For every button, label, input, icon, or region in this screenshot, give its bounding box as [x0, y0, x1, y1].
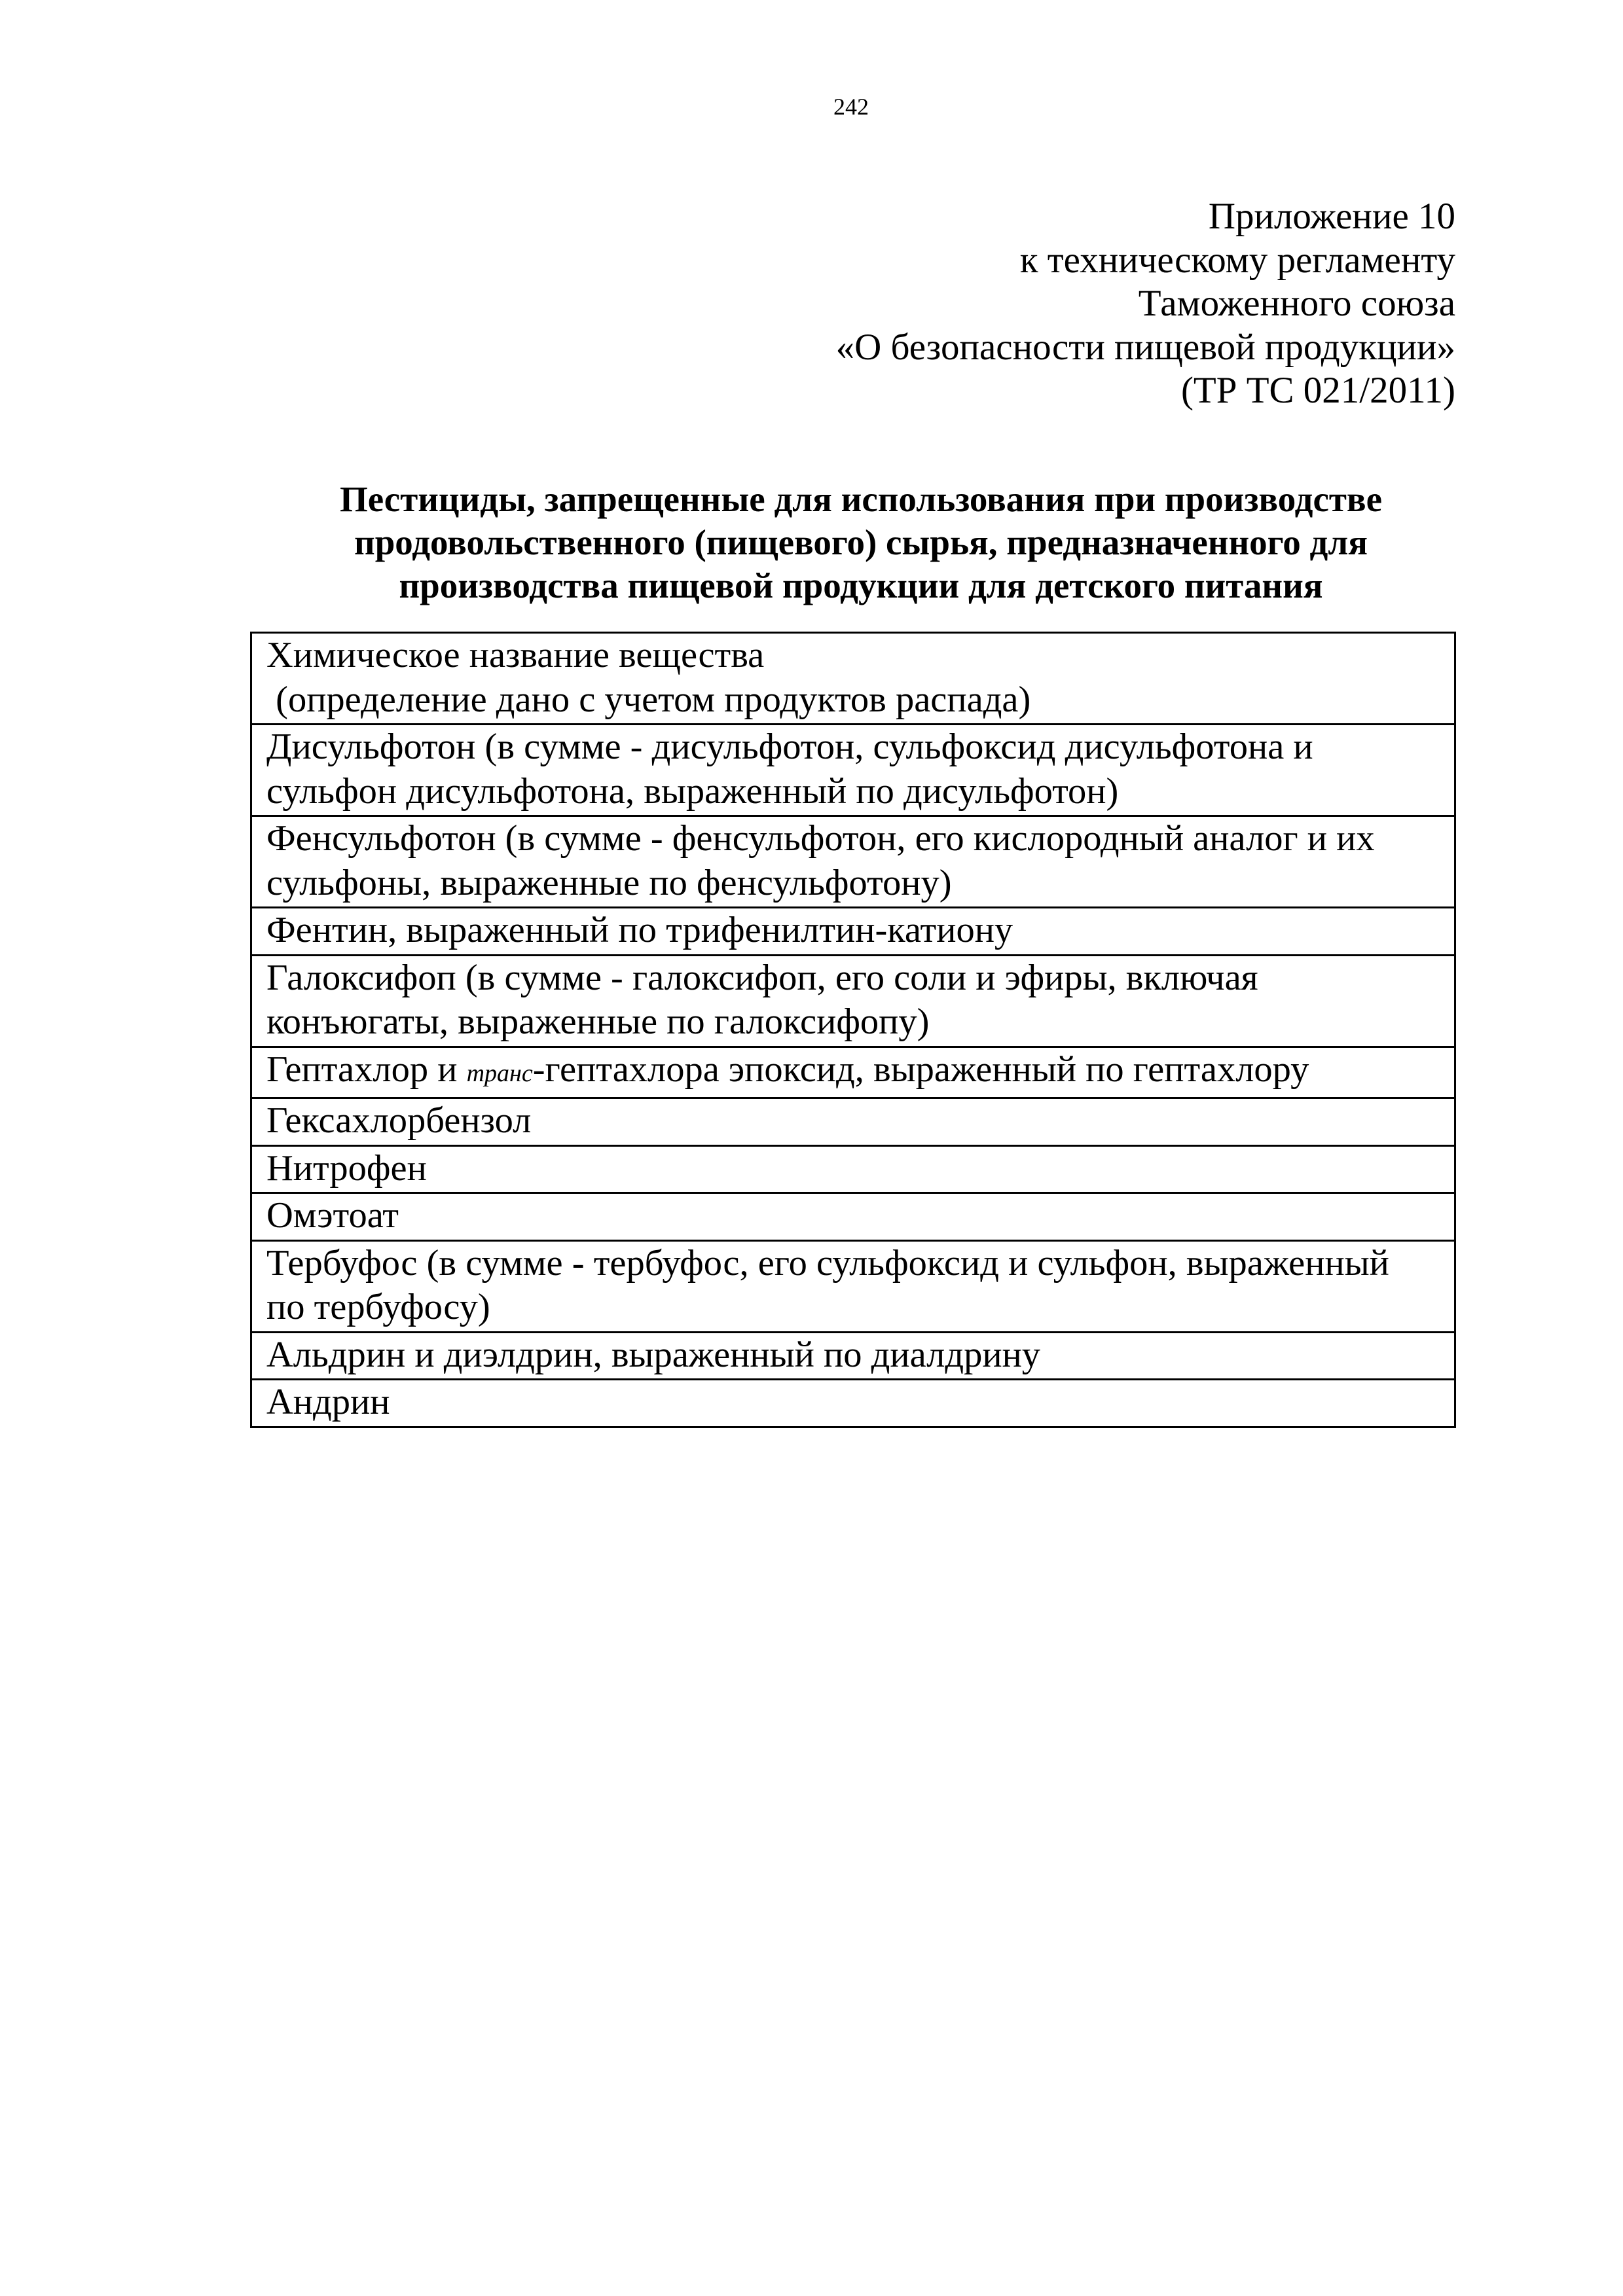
cell-text-italic: транс — [466, 1059, 533, 1087]
table-row — [251, 725, 1455, 816]
cell-line: Андрин — [266, 1382, 390, 1422]
table-cell — [251, 1193, 1455, 1241]
table-header-cell — [251, 633, 1455, 725]
table-cell — [251, 1047, 1455, 1098]
cell-line — [266, 1048, 1448, 1096]
title-line: производства пищевой продукции для детского питания — [399, 565, 1323, 605]
table-cell — [251, 1240, 1455, 1332]
appendix-line: к техническому регламенту — [1019, 239, 1455, 281]
table-cell — [251, 955, 1455, 1047]
table-row — [251, 1240, 1455, 1332]
table-cell — [251, 1145, 1455, 1193]
page-number: 242 — [833, 94, 869, 120]
cell-line: Тербуфос (в сумме - тербуфос, его сульфоксид и сульфон, выраженный — [266, 1242, 1389, 1283]
pesticides-table — [250, 632, 1456, 1428]
header-line: Химическое название вещества — [266, 635, 765, 675]
table-cell — [251, 725, 1455, 816]
table-row — [251, 1380, 1455, 1427]
cell-line: Дисульфотон (в сумме - дисульфотон, сульфоксид дисульфотона и — [266, 726, 1313, 767]
cell-line: Нитрофен — [266, 1147, 427, 1189]
cell-line: Фенсульфотон (в сумме - фенсульфотон, его кислородный аналог и их — [266, 818, 1375, 859]
table-row — [251, 908, 1455, 956]
title-line: продовольственного (пищевого) сырья, предназначенного для — [354, 522, 1368, 562]
cell-text-suffix: -гептахлора эпоксид, выраженный по гептахлору — [532, 1049, 1309, 1090]
table-row — [251, 816, 1455, 908]
table-row — [251, 1098, 1455, 1146]
table-cell — [251, 1098, 1455, 1146]
appendix-line: «О безопасности пищевой продукции» — [835, 326, 1455, 368]
table-row — [251, 1047, 1455, 1098]
table-cell — [251, 1332, 1455, 1380]
appendix-line: (ТР ТС 021/2011) — [1180, 370, 1455, 411]
cell-line: Альдрин и диэлдрин, выраженный по диалдрину — [266, 1334, 1041, 1375]
cell-line: сульфон дисульфотона, выраженный по дисульфотон) — [266, 770, 1119, 812]
table-cell — [251, 816, 1455, 908]
cell-line: Омэтоат — [266, 1195, 399, 1236]
appendix-header — [836, 195, 1455, 413]
cell-line: Галоксифоп (в сумме - галоксифоп, его соли и эфиры, включая — [266, 957, 1258, 998]
header-line: (определение дано с учетом продуктов распада) — [266, 679, 1031, 720]
table-cell — [251, 908, 1455, 956]
title-line: Пестициды, запрещенные для использования при производстве — [339, 479, 1383, 519]
table-header-row — [251, 633, 1455, 725]
cell-text-prefix: Гептахлор и — [266, 1049, 467, 1090]
appendix-line: Таможенного союза — [1138, 283, 1455, 324]
cell-line: Фентин, выраженный по трифенилтин-катиону — [266, 910, 1013, 950]
cell-line: конъюгаты, выраженные по галоксифопу) — [266, 1001, 930, 1042]
table-row — [251, 1193, 1455, 1241]
cell-line: Гексахлорбензол — [266, 1100, 532, 1141]
table-row — [251, 1145, 1455, 1193]
cell-line: сульфоны, выраженные по фенсульфотону) — [266, 862, 952, 903]
table-row — [251, 955, 1455, 1047]
table-cell — [251, 1380, 1455, 1427]
table-row — [251, 1332, 1455, 1380]
cell-line: по тербуфосу) — [266, 1287, 490, 1327]
appendix-line: Приложение 10 — [1208, 196, 1455, 237]
document-title — [249, 478, 1473, 607]
